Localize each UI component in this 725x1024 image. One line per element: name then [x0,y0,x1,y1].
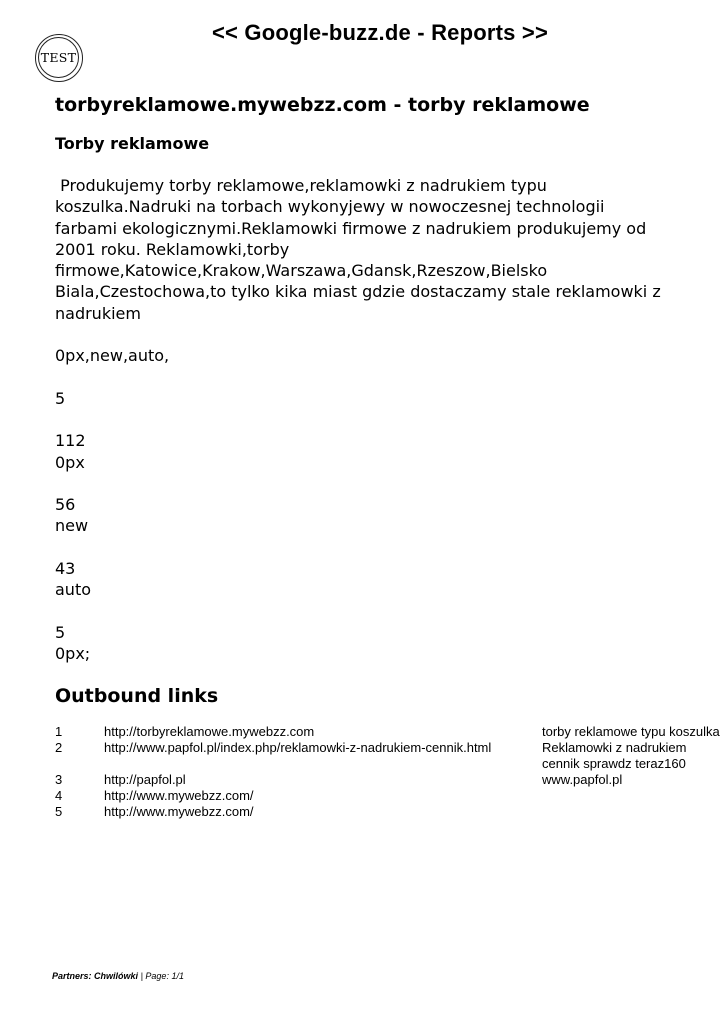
link-url[interactable]: http://www.papfol.pl/index.php/reklamowki-z-nadrukiem-cennik.html [104,740,492,755]
body-line: 112 [55,431,86,451]
footer-partners-label: Partners: [52,971,92,981]
table-row [55,804,725,820]
body-line: 56 [55,495,76,515]
body-line: new [55,516,89,536]
body-lines [55,345,715,664]
body-line [55,409,715,430]
link-title-line: cennik sprawdz teraz160 [542,756,686,771]
link-title: www.papfol.pl [542,772,623,787]
footer-page-number: Page: 1/1 [145,971,184,981]
test-stamp-text: TEST [38,37,79,78]
footer-separator: | [140,971,143,981]
link-url[interactable]: http://www.mywebzz.com/ [104,788,254,803]
table-row [55,788,725,804]
section-title: Torby reklamowe [55,134,210,153]
table-row [55,724,725,740]
body-line [55,537,715,558]
report-header-title: << Google-buzz.de - Reports >> [211,20,549,45]
outbound-links-heading: Outbound links [55,685,219,707]
body-line: 0px; [55,644,91,664]
link-title [542,740,725,772]
link-number: 1 [55,724,63,739]
link-url[interactable]: http://torbyreklamowe.mywebzz.com [104,724,315,739]
site-description: Produkujemy torby reklamowe,reklamowki z nadrukiem typu koszulka.Nadruki na torbach wykonyjewy w nowoczesnej technologii farbami ekologicznymi.Reklamowki firmowe z nadrukiem produkujemy od 2001 roku. Reklamowki,torby firmowe,Katowice,Krakow,Warszawa,Gdansk,Rzeszow,Bielsko Biala,Czestochowa,to tylko kika miast gdzie dostaczamy stale reklamowki z nadrukiem [55,176,666,323]
outbound-links-table [55,724,725,820]
link-url[interactable]: http://www.mywebzz.com/ [104,804,254,819]
footer-partner-link[interactable]: Chwilówki [94,971,139,981]
link-title [542,788,725,804]
link-title-line: Reklamowki z nadrukiem [542,740,687,755]
body-line [55,601,715,622]
body-line: 0px,new,auto, [55,346,170,366]
link-title: torby reklamowe typu koszulka [542,724,720,739]
page-footer [52,971,184,981]
body-line: 5 [55,388,66,408]
body-line: 5 [55,622,66,642]
link-number: 4 [55,788,63,803]
page-title: torbyreklamowe.mywebzz.com - torby reklamowe [55,94,590,116]
body-line: auto [55,580,92,600]
test-stamp-seal [35,34,83,82]
body-line [55,366,715,387]
table-row [55,772,725,788]
body-line: 0px [55,452,85,472]
body-line [55,473,715,494]
link-number: 5 [55,804,63,819]
link-title [542,804,725,820]
link-url[interactable]: http://papfol.pl [104,772,186,787]
body-line: 43 [55,559,76,579]
link-number: 2 [55,740,63,755]
table-row [55,740,725,772]
main-content [55,93,715,665]
link-number: 3 [55,772,63,787]
